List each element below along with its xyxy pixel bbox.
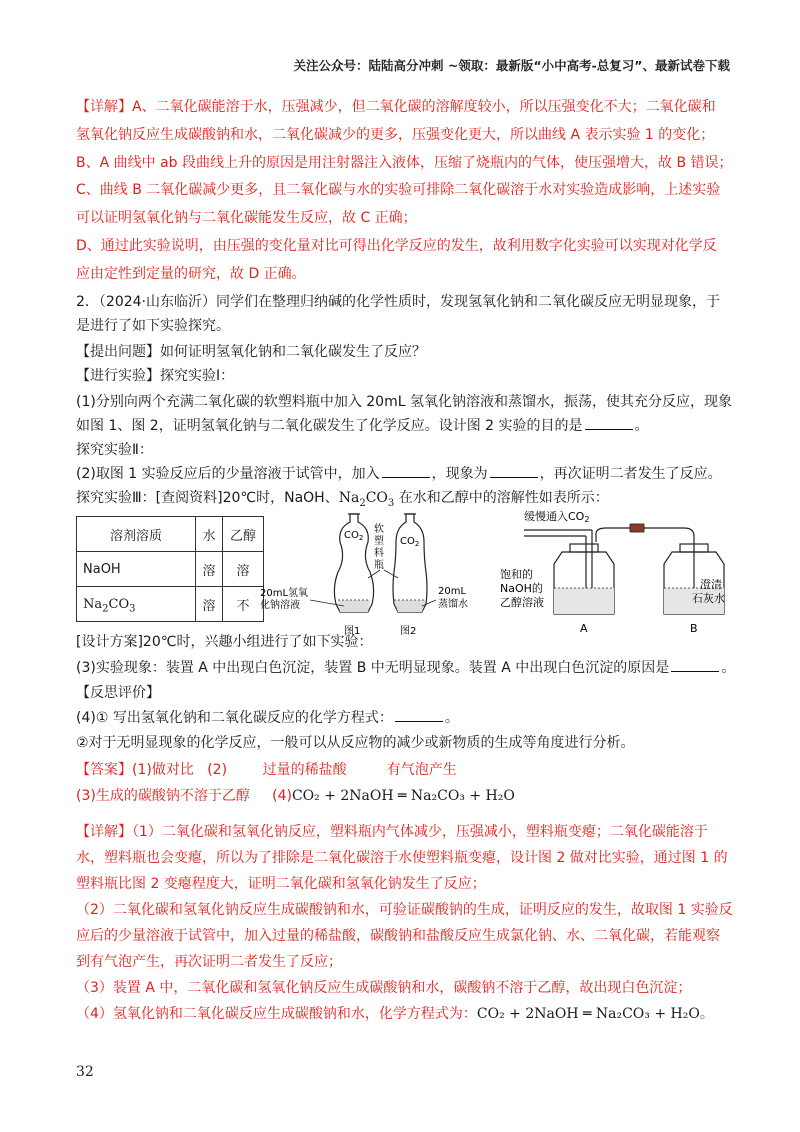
- q2-explanation-line: （2）二氧化碳和氢氧化钠反应生成碳酸钠和水，可验证碳酸钠的生成，证明反应的发生，故取图 1 实验反: [76, 902, 733, 918]
- soft-bottle-label: 料: [374, 548, 384, 559]
- q2-part4b: ②对于无明显现象的化学反应，一般可以从反应物的减少或新物质的生成等角度进行分析。: [76, 735, 635, 751]
- q2-part2: (2)取图 1 实验反应后的少量溶液于试管中，加入 ，现象为 ，再次证明二者发生了反应。: [76, 466, 722, 482]
- answer-blank: [490, 465, 538, 478]
- bottle-a-caption: A: [580, 622, 588, 635]
- q2-part3: (3)实验现象：装置 A 中出现白色沉淀，装置 B 中无明显现象。装置 A 中出现白色沉淀的原因是 。: [76, 660, 736, 676]
- table-header: 乙醇: [223, 517, 264, 552]
- fig2-caption: 图2: [400, 626, 417, 637]
- bottle-fig2: [393, 514, 427, 612]
- q2-exp3-intro: 探究实验Ⅲ：[查阅资料]20℃时，NaOH、$Na_2CO_3$ 在水和乙醇中的溶解性如表所示：: [76, 490, 609, 509]
- soft-bottle-label: 瓶: [374, 560, 384, 571]
- naoh-solution-label: 20mL氢氧: [260, 588, 309, 599]
- bottle-b-caption: B: [690, 622, 698, 635]
- table-cell: 溶: [223, 552, 264, 587]
- q2-stem: 是进行了如下实验探究。: [76, 318, 230, 334]
- q1-explanation-line: 应由定性到定量的研究，故 D 正确。: [76, 266, 306, 282]
- q2-design: [设计方案]20℃时，兴趣小组进行了如下实验：: [76, 634, 373, 650]
- q2-exp2-title: 探究实验Ⅱ：: [76, 442, 153, 458]
- table-header: 溶剂溶质: [77, 517, 196, 552]
- fig1-caption: 图1: [344, 626, 361, 637]
- saturated-naoh-label: 饱和的: [500, 568, 533, 581]
- q2-part1: (1)分别向两个充满二氧化碳的软塑料瓶中加入 20mL 氢氧化钠溶液和蒸馏水，振荡，使其充分反应，现象: [76, 394, 732, 410]
- q2-explanation-line: 【详解】（1）二氧化碳和氢氧化钠反应，塑料瓶内气体减少，压强减小，塑料瓶变瘪；二氧化碳能溶于: [76, 824, 708, 840]
- solubility-table: [76, 516, 264, 622]
- table-cell: $Na_2CO_3$: [77, 587, 196, 622]
- table-cell: NaOH: [77, 552, 196, 587]
- water-label: 20mL: [438, 586, 467, 597]
- q2-reflect-title: 【反思评价】: [76, 685, 160, 701]
- page-number: 32: [76, 1064, 94, 1080]
- q1-explanation-line: 可以证明氢氧化钠与二氧化碳能发生反应，故 C 正确；: [76, 210, 417, 226]
- saturated-naoh-label: 乙醇溶液: [500, 596, 544, 609]
- liquid-fig2: [394, 600, 426, 612]
- q2-explanation-line: 水，塑料瓶也会变瘪，所以为了排除是二氧化碳溶于水使塑料瓶变瘪，设计图 2 做对比实验，通过图 1 的: [76, 850, 728, 866]
- page-header: 关注公众号：陆陆高分冲刺 ~领取：最新版“小中高考-总复习”、最新试卷下载: [293, 58, 730, 73]
- na2co3-formula: $Na_2CO_3$: [338, 490, 395, 509]
- table-cell: 溶: [196, 587, 223, 622]
- apparatus-figure: [496, 506, 744, 640]
- q2-explanation-line: （3）装置 A 中，二氧化碳和氢氧化钠反应生成碳酸钠和水，碳酸钠不溶于乙醇，故出现白色沉淀；: [76, 980, 692, 996]
- table-cell: 溶: [196, 552, 223, 587]
- answer-line-2: (3)生成的碳酸钠不溶于乙醇 (4)CO₂ + 2NaOH ═ Na₂CO₃ + H₂O: [76, 788, 515, 804]
- answer-blank: [395, 709, 443, 722]
- q1-explanation-line: C、曲线 B 二氧化碳减少更多，且二氧化碳与水的实验可排除二氧化碳溶于水对实验造成影响，上述实验: [76, 182, 721, 198]
- table-header: 水: [196, 517, 223, 552]
- co2-label-fig2: $CO_2$: [400, 536, 420, 548]
- answer-blank: [585, 417, 633, 430]
- answer-line: 【答案】(1)做对比 (2) 过量的稀盐酸 有气泡产生: [76, 762, 457, 778]
- q1-explanation-line: 氢氧化钠反应生成碳酸钠和水，二氧化碳减少的更多，压强变化更大，所以曲线 A 表示实验 1 的变化；: [76, 127, 715, 143]
- q1-explanation-line: B、A 曲线中 ab 段曲线上升的原因是用注射器注入液体，压缩了烧瓶内的气体，使压强增大，故 B 错误；: [76, 155, 733, 171]
- limewater-label: 澄清: [700, 578, 722, 591]
- soft-bottle-label: 软: [374, 524, 384, 535]
- q2-explanation-line: 应后的少量溶液于试管中，加入过量的稀盐酸，碳酸钠和盐酸反应生成氯化钠、水、二氧化碳，若能观察: [76, 928, 720, 944]
- answer-blank: [382, 465, 430, 478]
- slow-co2-label: 缓慢通入CO2: [524, 510, 590, 524]
- q1-explanation-line: 【详解】A、二氧化碳能溶于水，压强减少，但二氧化碳的溶解度较小，所以压强变化不大；二氧化碳和: [76, 99, 716, 115]
- q1-explanation-line: D、通过此实验说明，由压强的变化量对比可得出化学反应的发生，故利用数字化实验可以实现对化学反: [76, 238, 717, 254]
- q2-part1-cont: 如图 1、图 2，证明氢氧化钠与二氧化碳发生了化学反应。设计图 2 实验的目的是 。: [76, 418, 649, 434]
- water-label: 蒸馏水: [438, 599, 468, 610]
- table-cell: 不: [223, 587, 264, 622]
- answer-blank: [671, 659, 719, 672]
- saturated-naoh-label: NaOH的: [500, 582, 543, 595]
- chemical-equation: CO₂ + 2NaOH ═ Na₂CO₃ + H₂O: [476, 1006, 700, 1022]
- chemical-equation: CO₂ + 2NaOH ═ Na₂CO₃ + H₂O: [291, 788, 515, 804]
- q2-exp1-title: 【进行实验】探究实验Ⅰ：: [76, 368, 235, 384]
- q2-explanation-line: 到有气泡产生，再次证明二者发生了反应；: [76, 954, 342, 970]
- naoh-solution-label: 化钠溶液: [260, 600, 300, 611]
- bottle-fig1: [334, 514, 373, 612]
- soft-bottle-label: 塑: [374, 536, 384, 547]
- q2-explanation-line: （4）氢氧化钠和二氧化碳反应生成碳酸钠和水，化学方程式为：CO₂ + 2NaOH ═ Na₂CO₃ + H₂O。: [76, 1006, 714, 1022]
- bottles-figure: [258, 508, 490, 648]
- q2-part4a: (4)① 写出氢氧化钠和二氧化碳反应的化学方程式： 。: [76, 710, 459, 726]
- q2-raise-question: 【提出问题】如何证明氢氧化钠和二氧化碳发生了反应？: [76, 344, 426, 360]
- q2-stem: 2．（2024·山东临沂）同学们在整理归纳碱的化学性质时，发现氢氧化钠和二氧化碳反应无明显现象，于: [76, 294, 720, 310]
- limewater-label: 石灰水: [692, 592, 725, 605]
- q2-explanation-line: 塑料瓶比图 2 变瘪程度大，证明二氧化碳和氢氧化钠发生了反应；: [76, 876, 486, 892]
- co2-label-fig1: $CO_2$: [344, 530, 364, 542]
